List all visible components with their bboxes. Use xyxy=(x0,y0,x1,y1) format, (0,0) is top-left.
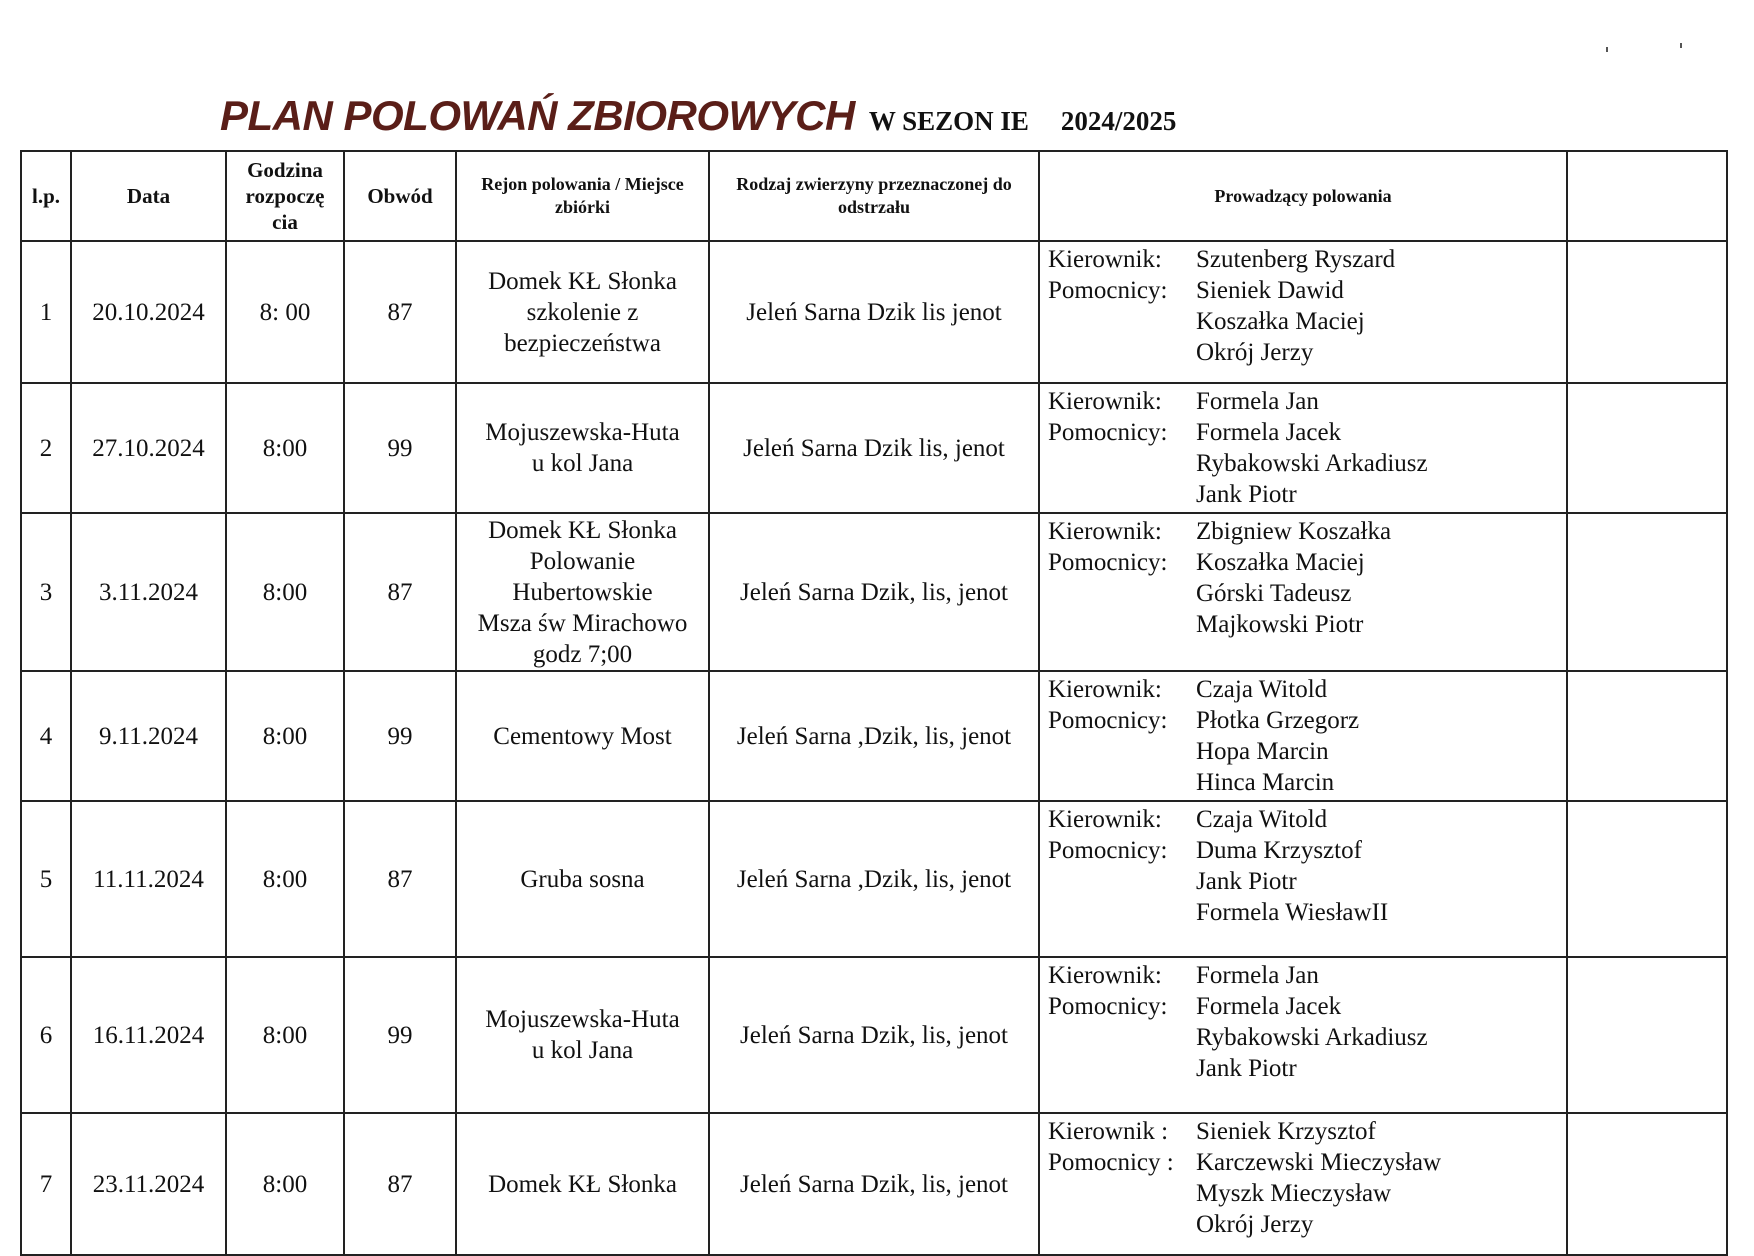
cell-extra xyxy=(1567,513,1727,671)
table-row xyxy=(21,513,1727,671)
table-body xyxy=(21,241,1727,1255)
cell-extra xyxy=(1567,1113,1727,1255)
cell-region xyxy=(456,513,709,671)
cell-hour: 8:00 xyxy=(226,671,344,801)
scan-mark xyxy=(1680,43,1682,48)
title-season: W SEZON IE xyxy=(868,106,1029,136)
leader-name: Myszk Mieczysław xyxy=(1196,1180,1392,1207)
cell-leaders xyxy=(1039,671,1567,801)
leader-name: Jank Piotr xyxy=(1196,868,1297,895)
cell-extra xyxy=(1567,383,1727,513)
cell-date: 9.11.2024 xyxy=(71,671,226,801)
leader-role: Kierownik: xyxy=(1048,962,1162,989)
leader-name: Rybakowski Arkadiusz xyxy=(1196,450,1428,477)
cell-leaders xyxy=(1039,957,1567,1113)
leader-role: Pomocnicy: xyxy=(1048,993,1168,1020)
region-line: szkolenie z xyxy=(526,298,639,326)
region-line: bezpieczeństwa xyxy=(504,329,661,357)
cell-date: 23.11.2024 xyxy=(71,1113,226,1255)
leaders-list xyxy=(1048,674,1558,798)
cell-region xyxy=(456,801,709,957)
cell-hour: 8:00 xyxy=(226,383,344,513)
leader-role xyxy=(1048,866,1196,897)
region-line: Mojuszewska-Huta xyxy=(485,419,680,446)
leader-role: Pomocnicy: xyxy=(1048,837,1168,864)
header-region: Rejon polowania / Miejsce zbiórki xyxy=(456,151,709,241)
leaders-list xyxy=(1048,960,1558,1084)
leader-name: Sieniek Krzysztof xyxy=(1196,1118,1376,1145)
leader-name: Formela WiesławII xyxy=(1196,899,1389,926)
leader-name: Majkowski Piotr xyxy=(1196,611,1364,638)
leader-role: Kierownik: xyxy=(1048,388,1162,415)
leader-name: Koszałka Maciej xyxy=(1196,308,1365,335)
cell-extra xyxy=(1567,801,1727,957)
leader-role xyxy=(1048,609,1196,640)
leader-role xyxy=(1048,306,1196,337)
region-line: Msza św Mirachowo xyxy=(477,609,688,637)
title-year: 2024/2025 xyxy=(1060,106,1177,136)
title-main: PLAN POLOWAŃ ZBIOROWYCH xyxy=(220,92,855,139)
leader-name: Jank Piotr xyxy=(1196,481,1297,508)
leader-name: Formela Jacek xyxy=(1196,993,1342,1020)
table-row xyxy=(21,383,1727,513)
cell-lp: 3 xyxy=(21,513,71,671)
cell-extra xyxy=(1567,241,1727,383)
header-game: Rodzaj zwierzyny przeznaczonej do odstrzału xyxy=(709,151,1039,241)
leader-name: Szutenberg Ryszard xyxy=(1196,246,1396,273)
cell-district: 99 xyxy=(344,671,456,801)
cell-district: 99 xyxy=(344,957,456,1113)
leader-role: Kierownik: xyxy=(1048,246,1162,273)
leader-role xyxy=(1048,1178,1196,1209)
leader-role xyxy=(1048,736,1196,767)
leader-role: Pomocnicy: xyxy=(1048,419,1168,446)
cell-district: 87 xyxy=(344,241,456,383)
cell-district: 87 xyxy=(344,513,456,671)
leader-role xyxy=(1048,897,1196,928)
cell-date: 27.10.2024 xyxy=(71,383,226,513)
header-date: Data xyxy=(71,151,226,241)
cell-date: 20.10.2024 xyxy=(71,241,226,383)
leader-name: Płotka Grzegorz xyxy=(1196,707,1360,734)
cell-leaders xyxy=(1039,241,1567,383)
cell-hour: 8:00 xyxy=(226,1113,344,1255)
header-lp: l.p. xyxy=(21,151,71,241)
leader-name: Okrój Jerzy xyxy=(1196,339,1314,366)
header-district: Obwód xyxy=(344,151,456,241)
cell-region xyxy=(456,241,709,383)
leader-role: Kierownik: xyxy=(1048,806,1162,833)
table-row xyxy=(21,671,1727,801)
table-header-row xyxy=(21,151,1727,241)
region-line: Cementowy Most xyxy=(493,722,672,750)
leader-role: Kierownik: xyxy=(1048,676,1162,703)
cell-lp: 7 xyxy=(21,1113,71,1255)
leader-role xyxy=(1048,1053,1196,1084)
cell-region xyxy=(456,383,709,513)
leaders-list xyxy=(1048,386,1558,510)
region-line: Hubertowskie xyxy=(512,578,653,606)
cell-leaders xyxy=(1039,383,1567,513)
leader-name: Karczewski Mieczysław xyxy=(1196,1149,1442,1176)
leaders-list xyxy=(1048,516,1558,640)
leader-role: Pomocnicy: xyxy=(1048,707,1168,734)
cell-lp: 5 xyxy=(21,801,71,957)
leader-role xyxy=(1048,337,1196,368)
cell-date: 3.11.2024 xyxy=(71,513,226,671)
leader-role xyxy=(1048,578,1196,609)
leader-name: Jank Piotr xyxy=(1196,1055,1297,1082)
header-hour: Godzina rozpoczę cia xyxy=(226,151,344,241)
region-line: Domek KŁ Słonka xyxy=(488,1170,677,1198)
cell-district: 87 xyxy=(344,1113,456,1255)
leader-name: Czaja Witold xyxy=(1196,806,1328,833)
leader-role xyxy=(1048,1022,1196,1053)
region-line: u kol Jana xyxy=(531,450,634,477)
leader-role xyxy=(1048,448,1196,479)
cell-leaders xyxy=(1039,513,1567,671)
cell-date: 11.11.2024 xyxy=(71,801,226,957)
cell-game: Jeleń Sarna Dzik, lis, jenot xyxy=(709,513,1039,671)
header-extra xyxy=(1567,151,1727,241)
cell-extra xyxy=(1567,957,1727,1113)
region-line: u kol Jana xyxy=(531,1037,634,1064)
cell-game: Jeleń Sarna Dzik, lis, jenot xyxy=(709,1113,1039,1255)
region-line: godz 7;00 xyxy=(532,640,633,668)
leaders-list xyxy=(1048,804,1558,928)
table-row xyxy=(21,241,1727,383)
cell-game: Jeleń Sarna ,Dzik, lis, jenot xyxy=(709,671,1039,801)
leader-name: Formela Jacek xyxy=(1196,419,1342,446)
leader-name: Sieniek Dawid xyxy=(1196,277,1344,304)
cell-district: 87 xyxy=(344,801,456,957)
cell-game: Jeleń Sarna Dzik lis, jenot xyxy=(709,383,1039,513)
cell-hour: 8:00 xyxy=(226,513,344,671)
cell-hour: 8:00 xyxy=(226,957,344,1113)
region-line: Polowanie xyxy=(529,547,636,575)
cell-district: 99 xyxy=(344,383,456,513)
leader-name: Formela Jan xyxy=(1196,962,1319,989)
cell-game: Jeleń Sarna Dzik, lis, jenot xyxy=(709,957,1039,1113)
leader-name: Górski Tadeusz xyxy=(1196,580,1352,607)
leader-name: Hinca Marcin xyxy=(1196,769,1335,796)
leader-name: Formela Jan xyxy=(1196,388,1319,415)
document-title xyxy=(220,92,1176,140)
leader-role xyxy=(1048,767,1196,798)
region-line: Mojuszewska-Huta xyxy=(485,1006,680,1033)
region-line: Domek KŁ Słonka xyxy=(488,516,677,544)
cell-leaders xyxy=(1039,1113,1567,1255)
leader-name: Duma Krzysztof xyxy=(1196,837,1362,864)
table-row xyxy=(21,801,1727,957)
cell-region xyxy=(456,957,709,1113)
hunt-plan-table xyxy=(20,150,1728,1256)
cell-lp: 1 xyxy=(21,241,71,383)
cell-hour: 8: 00 xyxy=(226,241,344,383)
leader-name: Rybakowski Arkadiusz xyxy=(1196,1024,1428,1051)
leader-role: Pomocnicy: xyxy=(1048,549,1168,576)
cell-region xyxy=(456,1113,709,1255)
scan-mark xyxy=(1606,47,1608,52)
cell-leaders xyxy=(1039,801,1567,957)
cell-lp: 2 xyxy=(21,383,71,513)
region-line: Gruba sosna xyxy=(520,865,645,893)
region-line: Domek KŁ Słonka xyxy=(488,267,677,295)
leader-role: Pomocnicy: xyxy=(1048,277,1168,304)
cell-hour: 8:00 xyxy=(226,801,344,957)
leader-name: Okrój Jerzy xyxy=(1196,1211,1314,1238)
header-leaders: Prowadzący polowania xyxy=(1039,151,1567,241)
leader-role xyxy=(1048,479,1196,510)
leader-role: Pomocnicy : xyxy=(1048,1149,1174,1176)
cell-region xyxy=(456,671,709,801)
cell-extra xyxy=(1567,671,1727,801)
leader-name: Hopa Marcin xyxy=(1196,738,1329,765)
leaders-list xyxy=(1048,244,1558,368)
cell-lp: 6 xyxy=(21,957,71,1113)
cell-lp: 4 xyxy=(21,671,71,801)
leader-role xyxy=(1048,1209,1196,1240)
table-row xyxy=(21,957,1727,1113)
leader-name: Koszałka Maciej xyxy=(1196,549,1365,576)
cell-date: 16.11.2024 xyxy=(71,957,226,1113)
leader-name: Czaja Witold xyxy=(1196,676,1328,703)
table-row xyxy=(21,1113,1727,1255)
cell-game: Jeleń Sarna ,Dzik, lis, jenot xyxy=(709,801,1039,957)
leader-name: Zbigniew Koszałka xyxy=(1196,518,1392,545)
leader-role: Kierownik: xyxy=(1048,518,1162,545)
cell-game: Jeleń Sarna Dzik lis jenot xyxy=(709,241,1039,383)
leader-role: Kierownik : xyxy=(1048,1118,1169,1145)
leaders-list xyxy=(1048,1116,1558,1240)
